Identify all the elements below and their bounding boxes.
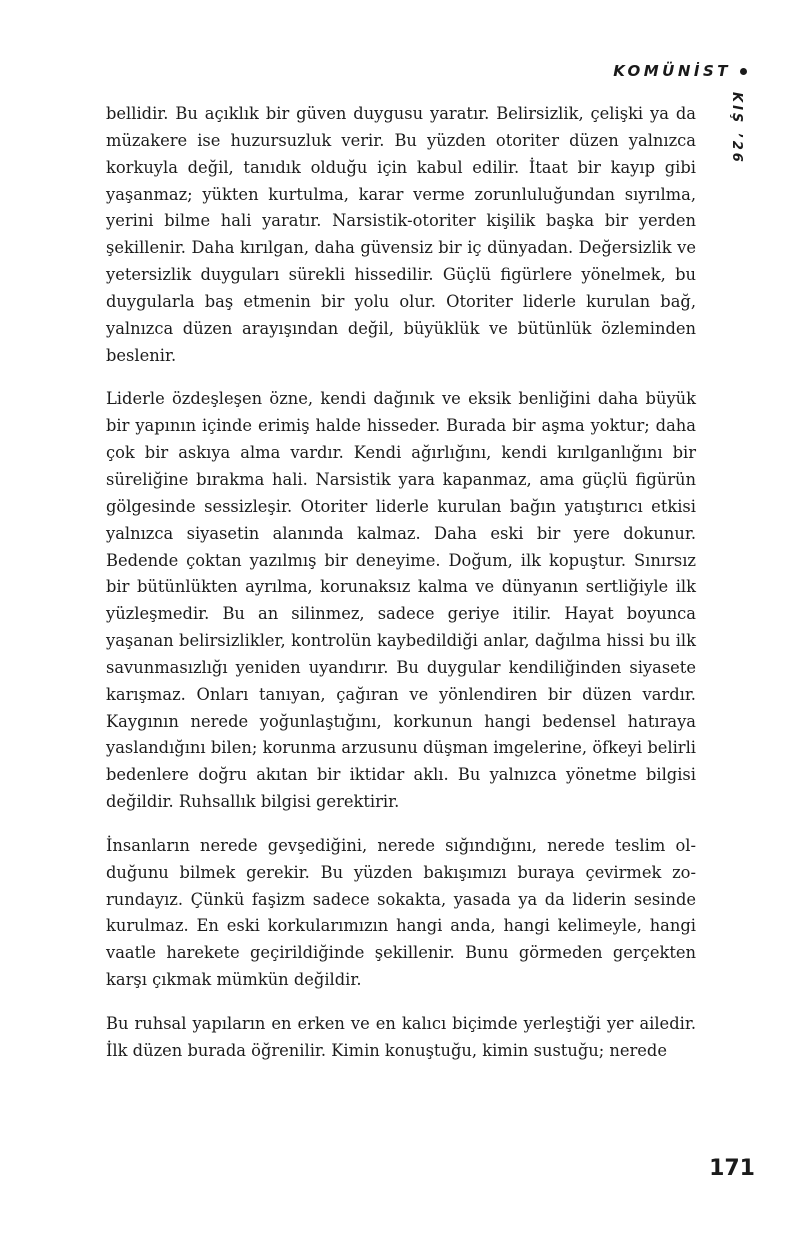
paragraph: bellidir. Bu açıklık bir güven duygusu yaratır. Belirsizlik, çelişki ya da müzakere ise huzursuzluk verir. Bu yüzden otoriter düzen yalnızca korkuyla değil, tanıdık olduğu için kabul edilir. İtaat bir kayıp gibi yaşanmaz; yükten kurtulma, karar verme zorunluluğundan sıyrılma, yerini bilme hali yaratır. Narsistik-otoriter kişilik başka bir yerden şekillenir. Daha kırılgan, daha güvensiz bir iç dünyadan. Değersizlik ve yetersizlik duyguları sürekli hissedilir. Güçlü figürlere yönelmek, bu duygularla baş etmenin bir yolu olur. Otoriter liderle kurulan bağ, yalnızca düzen arayışından değil, büyüklük ve bütünlük özleminden beslenir. bbox=[106, 104, 696, 365]
running-head bbox=[613, 56, 747, 86]
issue-label: KIŞ ’26 bbox=[729, 92, 744, 165]
paragraph: Liderle özdeşleşen özne, kendi dağınık ve eksik benliğini daha büyük bir yapının içinde erimiş halde hisseder. Burada bir aşma yoktur; daha çok bir askıya alma vardır. Kendi ağırlığını, kendi kırılganlığını bir süreliğine bırakma hali. Narsistik yara kapanmaz, ama güçlü figürün gölgesinde sessizleşir. Otoriter liderle kurulan bağın yatıştırıcı etkisi yalnızca siyasetin alanında kalmaz. Daha eski bir yere dokunur. Bedende çoktan yazılmış bir deneyime. Doğum, ilk kopuştur. Sınırsız bir bütünlükten ayrılma, korunaksız kalma ve dünyanın sertliğiyle ilk yüzleşmedir. Bu an silinmez, sadece geriye itilir. Hayat boyunca yaşanan belirsizlikler, kontrolün kaybedildiği anlar, dağılma hissi bu ilk savunmasızlığı yeniden uyandırır. Bu duygular kendiliğinden siyasete karışmaz. Onları tanıyan, çağıran ve yönlendiren bir düzen vardır. Kaygının nerede yoğunlaştığını, korkunun hangi bedensel hatıraya yaslandığını bilen; korunma arzusunu düşman imgelerine, öfkeyi belirli bedenlere doğru akıtan bir iktidar aklı. Bu yalnızca yönetme bilgisi değildir. Ruhsallık bilgisi gerektirir. bbox=[106, 389, 696, 812]
paragraph: Bu ruhsal yapıların en erken ve en kalıcı biçimde yerleştiği yer ailedir. İlk düzen burada öğrenilir. Kimin konuştuğu, kimin sustuğu; nerede bbox=[106, 1014, 696, 1060]
bullet-dot-icon bbox=[740, 68, 747, 75]
body-text bbox=[106, 101, 696, 1082]
page-number: 171 bbox=[709, 1156, 755, 1181]
journal-name: KOMÜNİST bbox=[613, 62, 731, 80]
paragraph: İnsanların nerede gevşediğini, nerede sığındığını, nerede teslim olduğunu bilmek gerekir. Bu yüzden bakışımızı buraya çevirmek zorundayız. Çünkü faşizm sadece sokakta, yasada ya da liderin sesinde kurulmaz. En eski korkularımızın hangi anda, hangi kelimeyle, hangi vaatle harekete geçirildiğinde şekillenir. Bunu görmeden gerçekten karşı çıkmak mümkün değildir. bbox=[106, 835, 696, 990]
